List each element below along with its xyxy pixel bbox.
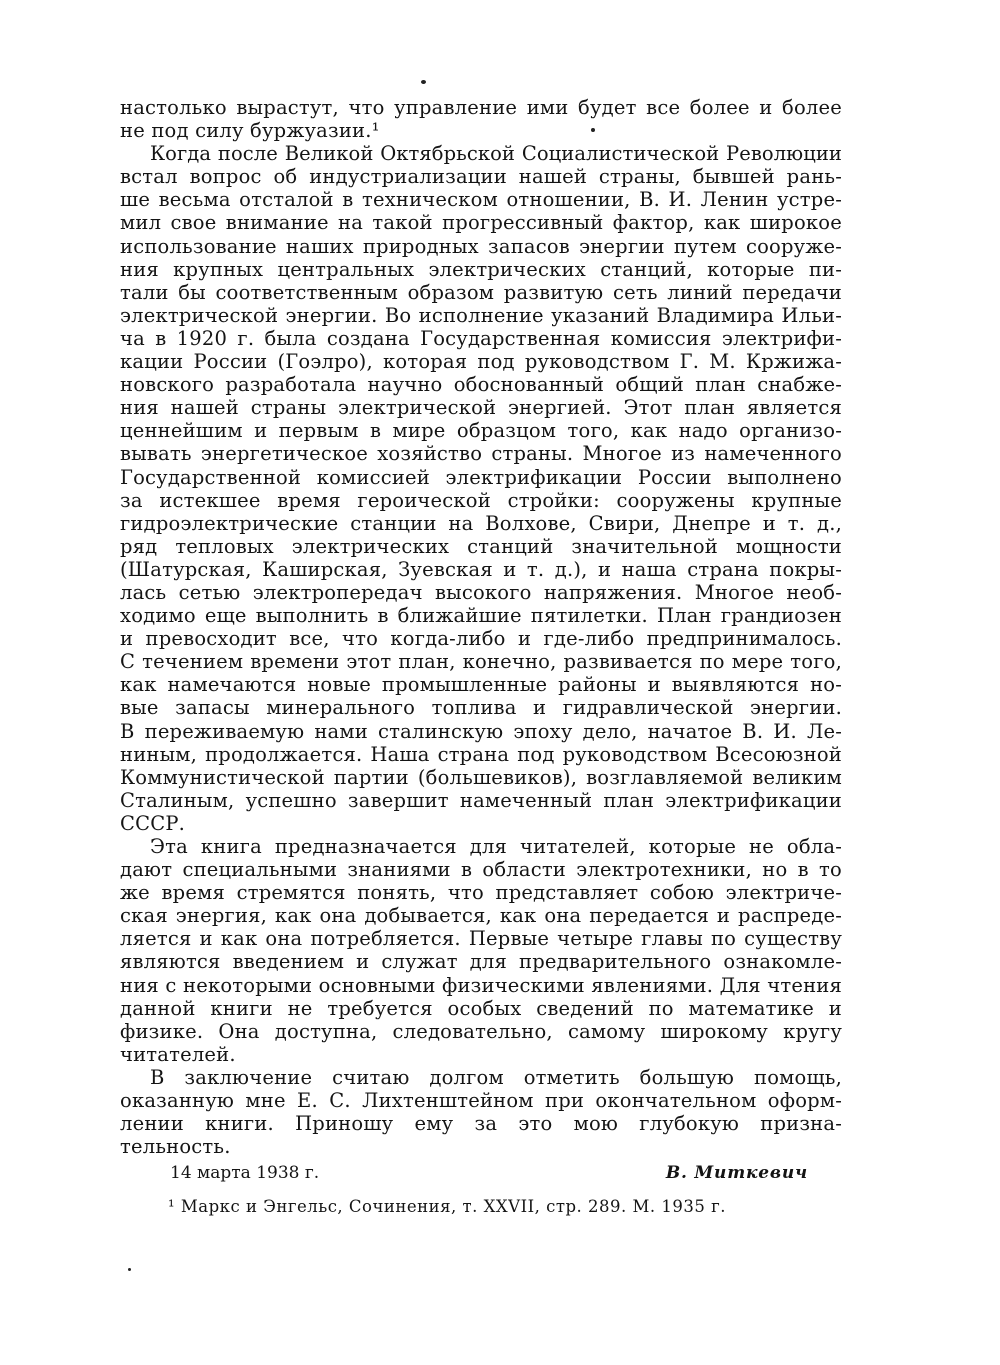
text-line: гидроэлектрические станции на Волхове, Свири, Днепре и т. д., <box>120 511 842 535</box>
text-line: данной книги не требуется особых сведений по математике и <box>120 996 842 1020</box>
text-line: Когда после Великой Октябрьской Социалистической Революции <box>150 142 842 166</box>
text-line: новского разработала научно обоснованный общий план снабже- <box>120 373 842 397</box>
text-line: электрической энергии. Во исполнение указаний Владимира Ильи- <box>120 303 842 327</box>
text-line: ча в 1920 г. была создана Государственная комиссия электрифи- <box>120 326 842 350</box>
text-line: ния с некоторыми основными физическими явлениями. Для чтения <box>120 973 842 997</box>
text-line: лении книги. Приношу ему за это мою глубокую призна- <box>120 1112 842 1136</box>
text-line: же время стремятся понять, что представляет собою электриче- <box>120 881 842 905</box>
paragraph <box>120 96 842 142</box>
text-line: ская энергия, как она добывается, как она передается и распреде- <box>120 904 842 928</box>
text-line: Коммунистической партии (большевиков), возглавляемой великим <box>120 765 842 789</box>
text-line: ше весьма отсталой в техническом отношении, В. И. Ленин устре- <box>120 188 842 212</box>
author-signature: В. Миткевич <box>665 1163 808 1184</box>
text-line: дают специальными знаниями в области электротехники, но в то <box>120 858 842 882</box>
text-line: Государственной комиссией электрификации России выполнено <box>120 465 842 489</box>
text-line: использование наших природных запасов энергии путем сооруже- <box>120 234 842 258</box>
text-line: и превосходит все, что когда-либо и где-либо предпринималось. <box>120 627 842 651</box>
text-line: тельность. <box>120 1135 231 1159</box>
text-line: кации России (Гоэлро), которая под руководством Г. М. Кржижа- <box>120 350 842 374</box>
text-line: ниным, продолжается. Наша страна под руководством Всесоюзной <box>120 742 842 766</box>
footnote: ¹ Маркс и Энгельс, Сочинения, т. XXVII, стр. 289. М. 1935 г. <box>168 1197 727 1217</box>
text-line: В переживаемую нами сталинскую эпоху дело, начатое В. И. Ле- <box>120 719 842 743</box>
text-line: оказанную мне Е. С. Лихтенштейном при окончательном оформ- <box>120 1089 842 1113</box>
text-line: мил свое внимание на такой прогрессивный фактор, как широкое <box>120 211 842 235</box>
paragraph <box>120 1066 842 1158</box>
text-line: ляется и как она потребляется. Первые четыре главы по существу <box>120 927 842 951</box>
text-line: ряд тепловых электрических станций значительной мощности <box>120 534 842 558</box>
text-line: Сталиным, успешно завершит намеченный план электрификации <box>120 788 842 812</box>
text-line: (Шатурская, Каширская, Зуевская и т. д.), и наша страна покры- <box>120 557 842 581</box>
text-line: тали бы соответственным образом развитую сеть линий передачи <box>120 280 842 304</box>
signature-row <box>120 1162 842 1184</box>
document-page <box>120 96 842 1276</box>
text-line: В заключение считаю долгом отметить большую помощь, <box>150 1065 842 1089</box>
text-line: встал вопрос об индустриализации нашей страны, бывшей рань- <box>120 165 842 189</box>
text-line: за истекшее время героической стройки: сооружены крупные <box>120 488 842 512</box>
text-line: ния нашей страны электрической энергией. Этот план является <box>120 396 842 420</box>
text-line: читателей. <box>120 1042 236 1066</box>
date: 14 марта 1938 г. <box>170 1163 320 1184</box>
text-line: С течением времени этот план, конечно, развивается по мере того, <box>120 650 842 674</box>
text-line: как намечаются новые промышленные районы и выявляются но- <box>120 673 842 697</box>
text-line: физике. Она доступна, следовательно, самому широкому кругу <box>120 1019 842 1043</box>
text-line: ходимо еще выполнить в ближайшие пятилетки. План грандиозен <box>120 604 842 628</box>
paragraph <box>120 142 842 835</box>
print-speck <box>128 1268 131 1271</box>
text-line: вывать энергетическое хозяйство страны. Многое из намеченного <box>120 442 842 466</box>
text-line: СССР. <box>120 811 186 835</box>
text-line: ния крупных центральных электрических станций, которые пи- <box>120 257 842 281</box>
paragraph <box>120 835 842 1066</box>
text-line: не под силу буржуазии.¹ <box>120 119 380 143</box>
text-line: являются введением и служат для предварительного ознакомле- <box>120 950 842 974</box>
print-speck <box>591 128 595 132</box>
text-line: лась сетью электропередач высокого напряжения. Многое необ- <box>120 580 842 604</box>
body-text <box>120 96 842 1158</box>
text-line: вые запасы минерального топлива и гидравлической энергии. <box>120 696 842 720</box>
text-line: Эта книга предназначается для читателей, которые не обла- <box>150 835 842 858</box>
text-line: настолько вырастут, что управление ими будет все более и более <box>120 96 842 119</box>
print-speck <box>421 80 426 84</box>
text-line: ценнейшим и первым в мире образцом того, как надо организо- <box>120 419 842 443</box>
